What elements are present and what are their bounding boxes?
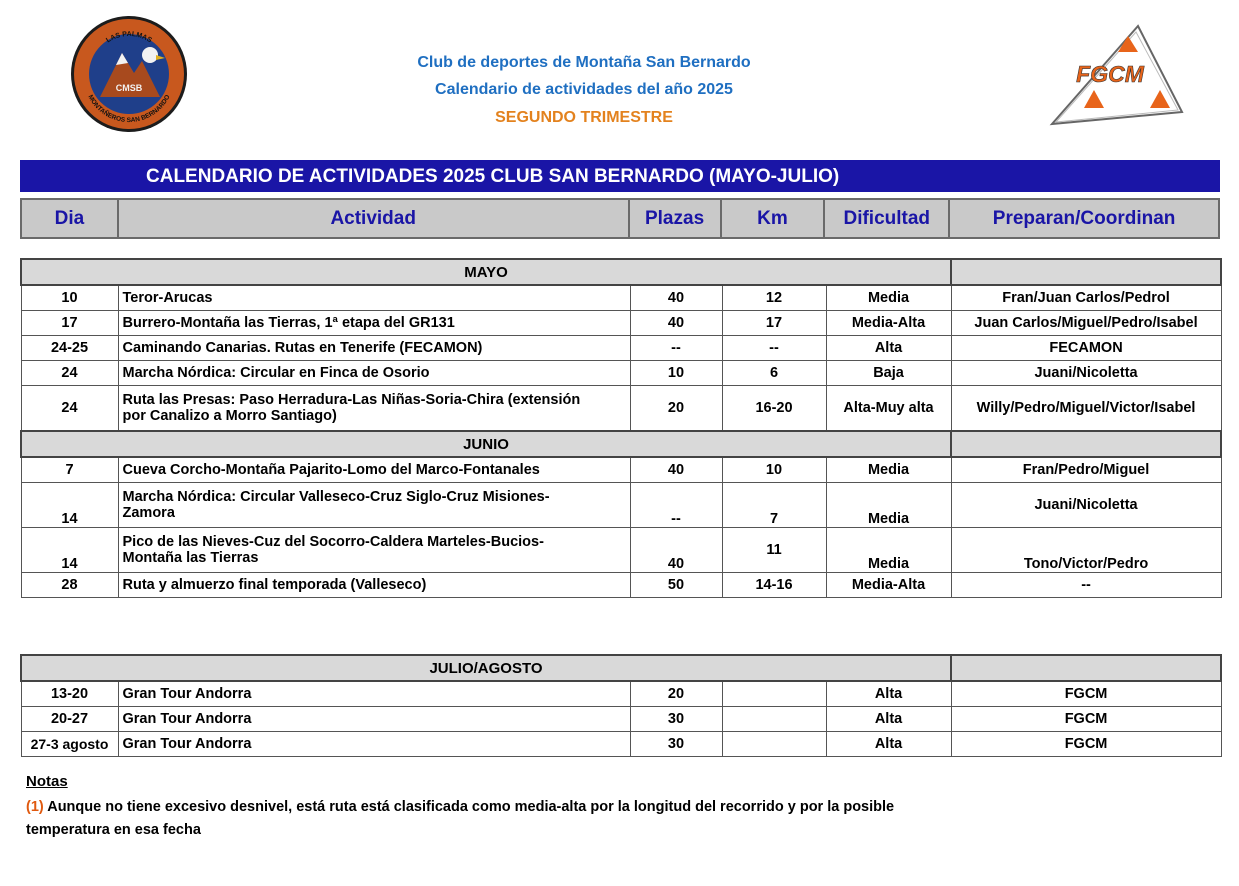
cell-coordinan: Juan Carlos/Miguel/Pedro/Isabel: [951, 311, 1221, 336]
fgcm-logo: [1048, 24, 1184, 128]
cell-km: --: [722, 336, 826, 361]
cell-plazas: 50: [630, 573, 722, 598]
section-empty: [951, 259, 1221, 285]
cell-km: 17: [722, 311, 826, 336]
cell-plazas: --: [630, 336, 722, 361]
cell-plazas: 40: [630, 528, 722, 573]
cell-dia: 7: [21, 457, 118, 483]
cell-dia: 14: [21, 528, 118, 573]
note-text: Aunque no tiene excesivo desnivel, está ruta está clasificada como media-alta por la longitud del recorrido y por la posible temperatura en esa fecha: [26, 799, 895, 838]
cell-dia: 24: [21, 386, 118, 432]
cell-dia: 27-3 agosto: [21, 732, 118, 757]
col-dia: Dia: [21, 199, 118, 238]
section-title: MAYO: [21, 259, 951, 285]
cell-coordinan: FECAMON: [951, 336, 1221, 361]
section-title: JUNIO: [21, 431, 951, 457]
col-dificultad: Dificultad: [824, 199, 949, 238]
cell-coordinan: --: [951, 573, 1221, 598]
logo-top-text: LAS PALMAS: [105, 30, 153, 45]
cell-km: 16-20: [722, 386, 826, 432]
section-title: JULIO/AGOSTO: [21, 655, 951, 681]
cell-dificultad: Alta: [826, 707, 951, 732]
section-header-junio: [21, 431, 1221, 457]
cell-actividad: Cueva Corcho-Montaña Pajarito-Lomo del Marco-Fontanales: [118, 457, 630, 483]
table-row: [21, 386, 1221, 432]
cell-dia: 13-20: [21, 681, 118, 707]
cell-coordinan: Juani/Nicoletta: [951, 361, 1221, 386]
cell-actividad: Gran Tour Andorra: [118, 732, 630, 757]
cell-km: 10: [722, 457, 826, 483]
cell-coordinan: FGCM: [951, 707, 1221, 732]
cell-dificultad: Media: [826, 528, 951, 573]
cell-actividad: Teror-Arucas: [118, 285, 630, 311]
cell-dificultad: Media-Alta: [826, 573, 951, 598]
cell-coordinan: FGCM: [951, 732, 1221, 757]
cell-dificultad: Media: [826, 483, 951, 528]
cell-km: [722, 681, 826, 707]
cell-actividad-line2: por Canalizo a Morro Santiago): [122, 408, 337, 424]
cell-km: 6: [722, 361, 826, 386]
cell-km: [722, 707, 826, 732]
cell-km: 7: [722, 483, 826, 528]
cell-dia: 24: [21, 361, 118, 386]
cell-dificultad: Alta: [826, 732, 951, 757]
col-coordinan: Preparan/Coordinan: [949, 199, 1219, 238]
cell-dificultad: Alta: [826, 681, 951, 707]
cell-plazas: 30: [630, 707, 722, 732]
table-row: [21, 311, 1221, 336]
section-header-julio-agosto: [21, 655, 1221, 681]
cell-plazas: 40: [630, 311, 722, 336]
cell-coordinan: Juani/Nicoletta: [951, 483, 1221, 528]
cell-plazas: 40: [630, 457, 722, 483]
cell-dia: 24-25: [21, 336, 118, 361]
cell-dificultad: Alta-Muy alta: [826, 386, 951, 432]
schedule-table-julio-agosto: [20, 654, 1222, 757]
cell-km: 14-16: [722, 573, 826, 598]
schedule-table-mayo-junio: [20, 258, 1222, 598]
column-header: [20, 198, 1220, 239]
notes-title: Notas: [26, 773, 68, 790]
cell-dificultad: Media-Alta: [826, 311, 951, 336]
table-row: [21, 457, 1221, 483]
cell-dia: 20-27: [21, 707, 118, 732]
section-header-mayo: [21, 259, 1221, 285]
table-row: [21, 528, 1221, 573]
cell-actividad: [118, 386, 630, 432]
club-logo: [70, 15, 188, 133]
cell-coordinan: Willy/Pedro/Miguel/Victor/Isabel: [951, 386, 1221, 432]
cell-actividad-line2: Montaña las Tierras: [122, 550, 259, 566]
table-row: [21, 707, 1221, 732]
table-row: [21, 681, 1221, 707]
cell-coordinan: Tono/Victor/Pedro: [951, 528, 1221, 573]
trimester-label: SEGUNDO TRIMESTRE: [495, 109, 673, 126]
cell-plazas: 30: [630, 732, 722, 757]
col-actividad: Actividad: [118, 199, 629, 238]
cell-dificultad: Alta: [826, 336, 951, 361]
cell-dia: 17: [21, 311, 118, 336]
table-row: [21, 483, 1221, 528]
cell-actividad: [118, 483, 630, 528]
cell-dificultad: Baja: [826, 361, 951, 386]
cell-actividad: [118, 528, 630, 573]
cell-actividad-line1: Ruta las Presas: Paso Herradura-Las Niñas-Soria-Chira (extensión: [122, 392, 581, 408]
note-item: [26, 796, 966, 842]
cell-dia: 14: [21, 483, 118, 528]
col-km: Km: [721, 199, 825, 238]
cell-actividad: Ruta y almuerzo final temporada (Valleseco): [118, 573, 630, 598]
cell-dificultad: Media: [826, 285, 951, 311]
cell-plazas: 20: [630, 386, 722, 432]
cell-actividad-line1: Pico de las Nieves-Cuz del Socorro-Caldera Marteles-Bucios-: [122, 534, 544, 550]
fgcm-logo-text: FGCM: [1076, 61, 1144, 87]
table-row: [21, 361, 1221, 386]
table-row: [21, 336, 1221, 361]
calendar-subtitle: Calendario de actividades del año 2025: [435, 81, 733, 98]
cell-km: 12: [722, 285, 826, 311]
cell-actividad: Burrero-Montaña las Tierras, 1ª etapa del GR131: [118, 311, 630, 336]
cell-actividad-line2: Zamora: [122, 505, 175, 521]
cell-dia: 10: [21, 285, 118, 311]
section-empty: [951, 655, 1221, 681]
cell-coordinan: Fran/Juan Carlos/Pedrol: [951, 285, 1221, 311]
cell-actividad: Marcha Nórdica: Circular en Finca de Osorio: [118, 361, 630, 386]
cell-coordinan: FGCM: [951, 681, 1221, 707]
logo-center-text: CMSB: [115, 83, 143, 93]
cell-actividad-line1: Marcha Nórdica: Circular Valleseco-Cruz Siglo-Cruz Misiones-: [122, 489, 550, 505]
cell-actividad: Gran Tour Andorra: [118, 681, 630, 707]
cell-plazas: 10: [630, 361, 722, 386]
cell-coordinan: Fran/Pedro/Miguel: [951, 457, 1221, 483]
cell-km: 11: [722, 528, 826, 573]
col-plazas: Plazas: [629, 199, 721, 238]
section-empty: [951, 431, 1221, 457]
calendar-banner: CALENDARIO DE ACTIVIDADES 2025 CLUB SAN BERNARDO (MAYO-JULIO): [20, 160, 1220, 192]
cell-dificultad: Media: [826, 457, 951, 483]
table-row: [21, 732, 1221, 757]
table-row: [21, 573, 1221, 598]
cell-plazas: 40: [630, 285, 722, 311]
club-name: Club de deportes de Montaña San Bernardo: [417, 54, 751, 71]
table-row: [21, 285, 1221, 311]
logo-bottom-text: MONTAÑEROS SAN BERNARDO: [86, 93, 172, 125]
cell-plazas: --: [630, 483, 722, 528]
note-number: (1): [26, 799, 44, 815]
cell-dia: 28: [21, 573, 118, 598]
cell-actividad: Gran Tour Andorra: [118, 707, 630, 732]
cell-plazas: 20: [630, 681, 722, 707]
cell-km: [722, 732, 826, 757]
cell-actividad: Caminando Canarias. Rutas en Tenerife (FECAMON): [118, 336, 630, 361]
